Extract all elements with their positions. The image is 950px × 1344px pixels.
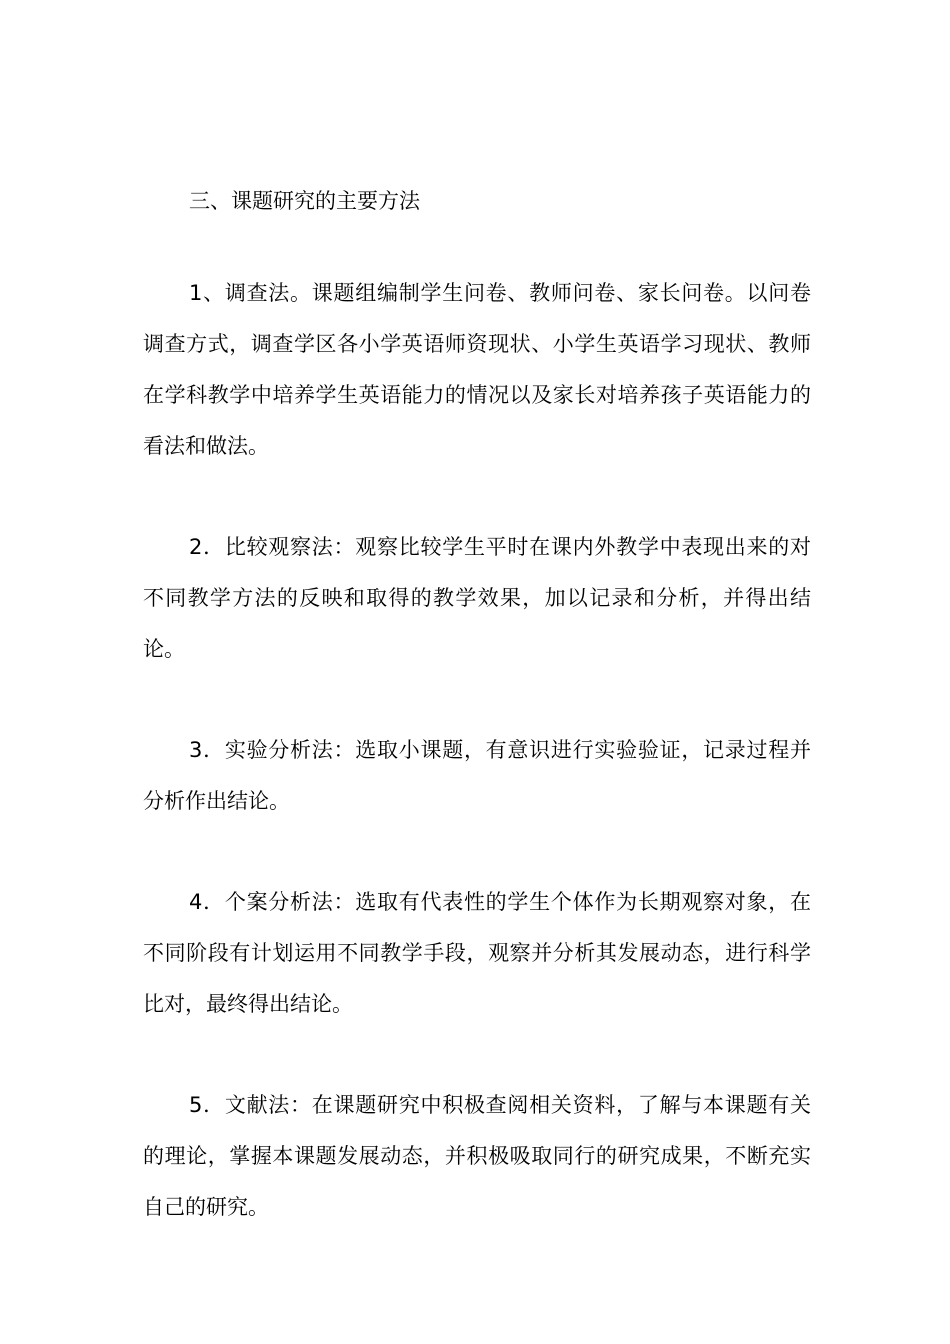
spacer (143, 827, 811, 877)
paragraph-comparative-observation: 2．比较观察法：观察比较学生平时在课内外教学中表现出来的对不同教学方法的反映和取得的教学效果，加以记录和分析，并得出结论。 (143, 535, 811, 661)
paragraph-case-analysis: 4．个案分析法：选取有代表性的学生个体作为长期观察对象，在不同阶段有计划运用不同教学手段，观察并分析其发展动态，进行科学比对，最终得出结论。 (143, 890, 811, 1016)
spacer (143, 675, 811, 725)
spacer (143, 1030, 811, 1080)
paragraph-literature-method: 5．文献法：在课题研究中积极查阅相关资料，了解与本课题有关的理论，掌握本课题发展动态，并积极吸取同行的研究成果，不断充实自己的研究。 (143, 1093, 811, 1219)
paragraph-survey-method: 1、调查法。课题组编制学生问卷、教师问卷、家长问卷。以问卷调查方式，调查学区各小学英语师资现状、小学生英语学习现状、教师在学科教学中培养学生英语能力的情况以及家长对培养孩子英语能力的看法和做法。 (143, 281, 811, 458)
document-body (143, 178, 811, 1233)
spacer (143, 472, 811, 522)
paragraph-experimental-analysis: 3．实验分析法：选取小课题，有意识进行实验验证，记录过程并分析作出结论。 (143, 738, 811, 813)
spacer (143, 224, 811, 268)
section-heading: 三、课题研究的主要方法 (189, 189, 420, 213)
